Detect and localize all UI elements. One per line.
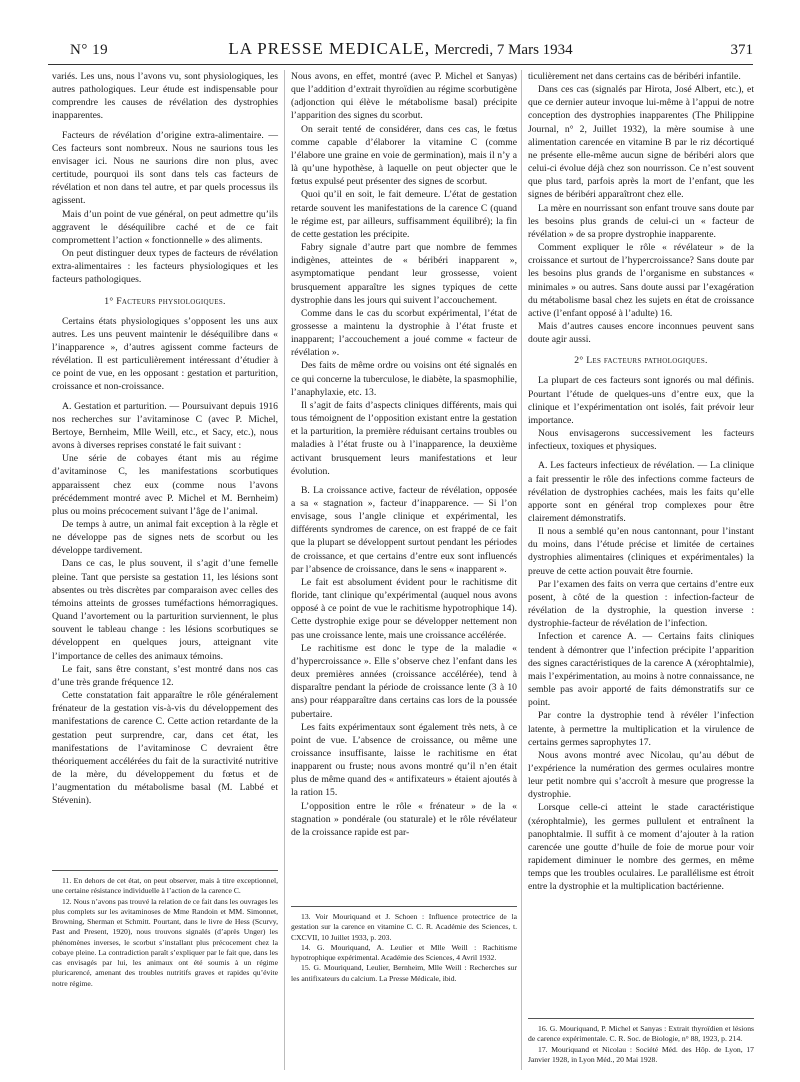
paragraph: On peut distinguer deux types de facteurs de révélation extra-alimentaires : les facteurs physiologiques et les facteurs pathologiques. [52, 248, 278, 286]
paragraph: Le rachitisme est donc le type de la maladie « d’hypercroissance ». Elle s’observe chez l’enfant dans les deux premières années (croissance accélérée), tend à disparaître pendant la période de croissance lente (3 à 10 ans) pour réapparaître dans certains cas lors de la poussée pubertaire. [291, 642, 517, 720]
paragraph: Par l’examen des faits on verra que certains d’entre eux posent, à côté de la question : infection-facteur de révélation de la dystrophie, la question inverse : dystrophie-facteur de révélation de l’infection. [528, 578, 754, 630]
footnote: 15. G. Mouriquand, Leulier, Bernheim, Mlle Weill : Recherches sur les antifixateurs du calcium. La Presse Médicale, ibid. [291, 963, 517, 983]
paragraph: Quoi qu’il en soit, le fait demeure. L’état de gestation retarde souvent les manifestations de la carence C (quand le régime est, par ailleurs, suffisamment équilibré); la fin de cette gestation les précipite. [291, 189, 517, 240]
column-2 [291, 70, 517, 839]
issue-date: Mercredi, 7 Mars 1934 [434, 42, 573, 58]
paragraph: Mais d’un point de vue général, on peut admettre qu’ils aggravent le déséquilibre caché et de ce fait compromettent l’action « fonctionnelle » des aliments. [52, 208, 278, 246]
paragraph: Les faits expérimentaux sont également très nets, à ce point de vue. L’absence de croissance, ou même une croissance insuffisante, laisse le rachitisme en état inapparent ou fruste; nous avons montré qu’il n’en était plus de même quand des « antifixateurs » étaient ajoutés à la ration 15. [291, 721, 517, 799]
page-header [48, 32, 753, 62]
paragraph: Nous envisagerons successivement les facteurs infectieux, toxiques et physiques. [528, 428, 754, 453]
paragraph: Il nous a semblé qu’en nous cantonnant, pour l’instant du moins, dans l’étude précise et limitée de certaines dystrophies alimentaires (cliniques et expérimentales) la preuve de cette action pouvait être fournie. [528, 526, 754, 577]
footnote-rule [528, 1018, 754, 1019]
section-heading: 2° Les facteurs pathologiques. [574, 355, 708, 367]
footnotes-column-2 [291, 912, 517, 984]
paragraph: Dans ces cas (signalés par Hirota, José Albert, etc.), et que ce dernier auteur invoque lui-même à l’appui de notre conception des dystrophies inapparentes (The Philippine Journal, n° 2, Juillet 1932), la mère soumise à une alimentation carencée en vitamine B par le riz décortiqué ne présente elle-même aucun signe de béribéri alors que celui-ci évolue déjà chez son nourrisson. Ce n’est souvent que plus tard, parfois après la mort de l’enfant, que les signes de béribéri apparaîtront chez elle. [528, 84, 754, 201]
paragraph: Facteurs de révélation d’origine extra-alimentaire. — Ces facteurs sont nombreux. Nous ne saurions tous les envisager ici. Nous ne saurions dire non plus, avec certitude, pourquoi ils sont dans tels cas facteurs de révélation et non dans tel autre, et par quels processus ils agissent. [52, 129, 278, 207]
paragraph: Une série de cobayes étant mis au régime d’avitaminose C, les manifestations scorbutiques apparaissent chez eux (comme nous l’avons précédemment montré avec P. Michel et M. Bernheim) plus ou moins précocement suivant l’âge de l’animal. [52, 453, 278, 517]
paragraph: ticulièrement net dans certains cas de béribéri infantile. [528, 71, 741, 82]
paragraph: Comme dans le cas du scorbut expérimental, l’état de grossesse a maintenu la dystrophie à l’état fruste et inapparent; l’accouchement a joué comme « facteur de révélation ». [291, 307, 517, 359]
paragraph: Le fait, sans être constant, s’est montré dans nos cas d’une très grande fréquence 12. [52, 663, 278, 688]
paragraph: Le fait est absolument évident pour le rachitisme dit floride, tant clinique qu’expérimental (auquel nous avons opposé à ce point de vue le rachitisme hypotrophique 14). Cette dystrophie exige pour se développer nettement non pas une croissance lente, mais une croissance accélérée. [291, 576, 517, 641]
paragraph: Il s’agit de faits d’aspects cliniques différents, mais qui tous témoignent de l’opposition existant entre la gestation et la parturition, la première réduisant certains troubles ou maladies à l’état fruste ou à l’inapparence, la deuxième activant brusquement leurs manifestations et leur évolution. [291, 399, 517, 477]
paragraph: Fabry signale d’autre part que nombre de femmes indigènes, atteintes de « béribéri inapparent », asymptomatique pendant leur grossesse, voient brusquement apparaître les signes typiques de cette dystrophie dans les jours qui suivent l’accouchement. [291, 242, 517, 306]
header-rule [48, 64, 753, 65]
section-heading: 1° Facteurs physiologiques. [104, 295, 226, 307]
paragraph: Mais d’autres causes encore inconnues peuvent sans doute agir aussi. [528, 320, 754, 346]
footnote: 11. En dehors de cet état, on peut observer, mais à titre exceptionnel, une certaine résistance individuelle à l’action de la carence C. [52, 876, 278, 896]
paragraph: L’opposition entre le rôle « frénateur » de la « stagnation » pondérale (ou staturale) et le rôle révélateur de la croissance rapide est par- [291, 800, 517, 838]
paragraph: A. Gestation et parturition. — Poursuivant depuis 1916 nos recherches sur l’avitaminose C (avec P. Michel, Bertoye, Bernheim, Mlle Weill, etc., et Sacy, etc.), nous avons à diverses reprises constaté le fait suivant : [52, 400, 278, 452]
paragraph: Nous avons montré avec Nicolau, qu’au début de l’expérience la numération des germes oculaires montre leur petit nombre qui s’accroît à mesure que progresse la dystrophie. [528, 749, 754, 801]
issue-number: N° 19 [70, 42, 109, 58]
paragraph: Nous avons, en effet, montré (avec P. Michel et Sanyas) que l’addition d’extrait thyroïdien au régime scorbutigène (adjonction qui élève le métabolisme basal) précipite l’apparition des signes du scorbut. [291, 71, 517, 122]
paragraph: B. La croissance active, facteur de révélation, opposée a sa « stagnation », facteur d’inapparence. — Si l’on envisage, sous l’angle clinique et expérimental, les différents syndromes de carence, on est frappé de ce fait que la plupart se développent surtout pendant les périodes de croissance, et que certains d’entre eux sont influencés par l’absence de croissance, dans le sens « inapparent ». [291, 484, 517, 575]
journal-masthead [48, 39, 753, 59]
footnote-rule [52, 870, 278, 871]
journal-title: LA PRESSE MEDICALE, [228, 39, 431, 58]
column-separator [284, 70, 285, 1070]
paragraph: Des faits de même ordre ou voisins ont été signalés en ce qui concerne la tuberculose, le diabète, la spasmophilie, l’anaphylaxie, etc. 13. [291, 360, 517, 398]
footnotes-column-3 [528, 1024, 754, 1065]
column-separator [521, 70, 522, 1070]
paragraph: La plupart de ces facteurs sont ignorés ou mal définis. Pourtant l’étude de quelques-uns d’entre eux, que la clinique et l’expérimentation ont isolés, fait prévoir leur importance. [528, 375, 754, 426]
paragraph: Lorsque celle-ci atteint le stade caractéristique (xérophtalmie), les germes pullulent et entraînent la panophtalmie. Il suffit à ce moment d’ajouter à la ration carencée une goutte d’huile de foie de morue pour voir rapidement diminuer le nombre des germes, en même temps que les troubles oculaires. Le parallélisme est étroit entre la dystrophie et la multiplication bactérienne. [528, 802, 754, 893]
footnote: 14. G. Mouriquand, A. Leulier et Mlle Weill : Rachitisme hypotrophique expérimental. Académie des Sciences, 4 Avril 1932. [291, 942, 517, 962]
paragraph: On serait tenté de considérer, dans ces cas, le fœtus comme capable d’élaborer la vitamine C (comme l’élabore une graine en voie de germination), mais il n’y a là qu’une hypothèse, à laquelle on peut objecter que le fœtus expulsé peut présenter des signes de scorbut. [291, 123, 517, 188]
paragraph: variés. Les uns, nous l’avons vu, sont physiologiques, les autres pathologiques. Leur étude est indispensable pour comprendre les causes de révélation des dystrophies inapparentes. [52, 71, 278, 122]
footnote: 13. Voir Mouriquand et J. Schoen : Influence protectrice de la gestation sur la carence en vitamine C. C. R. Académie des Sciences, t. CXCVII, 10 Juillet 1933, p. 203. [291, 912, 517, 942]
paragraph: Comment expliquer le rôle « révélateur » de la croissance et surtout de l’hypercroissance? Sans doute par les besoins plus grands de l’organisme en substances « minimales » ou autres. Sans doute aussi par l’exagération du métabolisme basal chez les sujets en état de croissance active (l’enfant opposé à l’adulte) 16. [528, 242, 754, 319]
footnote-rule [291, 906, 517, 907]
paragraph: Infection et carence A. — Certains faits cliniques tendent à démontrer que l’infection précipite l’apparition des signes caractéristiques de la carence A (xérophtalmie), mais l’expérimentation, au moins à notre connaissance, ne semble pas avoir apporté de faits démonstratifs sur ce point. [528, 631, 754, 709]
paragraph: De temps à autre, un animal fait exception à la règle et ne développe pas de signes nets de scorbut ou les développe tardivement. [52, 519, 278, 557]
footnote: 17. Mouriquand et Nicolau : Société Méd. des Hôp. de Lyon, 17 Janvier 1928, in Lyon Méd., 20 Mai 1928. [528, 1044, 754, 1064]
column-3 [528, 70, 754, 894]
footnote: 16. G. Mouriquand, P. Michel et Sanyas : Extrait thyroïdien et lésions de carence expérimentale. C. R. Soc. de Biologie, n° 88, 1923, p. 214. [528, 1024, 754, 1044]
paragraph: Dans ce cas, le plus souvent, il s’agit d’une femelle pleine. Tant que persiste sa gestation 11, les lésions sont absentes ou très discrètes par comparaison avec celles des témoins atteints de grosses tuméfactions hémorragiques. Quand l’avortement ou la parturition surviennent, le plus souvent le tableau change : les lésions scorbutiques se développent en quelques jours, atteignant vite l’importance de celles des animaux témoins. [52, 558, 278, 662]
paragraph: Certains états physiologiques s’opposent les uns aux autres. Les uns peuvent maintenir le déséquilibre dans « l’inapparence », d’autres agissent comme facteurs de révélation. Il est particulièrement intéressant d’étudier à ce point de vue, en les opposant : gestation et parturition, croissance et non-croissance. [52, 315, 278, 393]
paragraph: La mère en nourrissant son enfant trouve sans doute par les besoins plus grands de celui-ci un « facteur de révélation » de sa propre dystrophie inapparente. [528, 202, 754, 240]
page-number: 371 [730, 42, 753, 58]
paragraph: Par contre la dystrophie tend à révéler l’infection latente, à permettre la multiplication et la virulence de certains germes saprophytes 17. [528, 710, 754, 748]
footnotes-column-1 [52, 876, 278, 989]
paragraph: Cette constatation fait apparaître le rôle généralement frénateur de la gestation vis-à-vis du développement des manifestations de carence C. Cette action retardante de la gestation peut surprendre, car, dans cet état, les manifestations de l’avitaminose C devraient être théoriquement accélérées du fait de la suractivité nutritive de la mère, du développement du fœtus et de l’augmentation du métabolisme basal (M. Labbé et Stévenin). [52, 690, 278, 807]
paragraph: A. Les facteurs infectieux de révélation. — La clinique a fait pressentir le rôle des infections comme facteurs de révélation de dystrophies cachées, mais les faits qu’elle apporte sont en général trop complexes pour être clairement démonstratifs. [528, 460, 754, 524]
footnote: 12. Nous n’avons pas trouvé la relation de ce fait dans les ouvrages les plus complets sur les avitaminoses de Mme Randoin et MM. Simonnet, Browning, Sherman et Schmitt. Pourtant, dans le livre de Hess (Scurvy, Past and Present, 1920), nous trouvons signalés (d’après Unger) les phénomènes inverses, le scorbut s’installant plus précocement chez la cobaye pleine. La contradiction paraît s’expliquer par le fait que, dans les cas envisagés par lui, les animaux ont été soumis à un régime pluricarencé, amenant des troubles nutritifs graves et rapides qu’évite notre régime. [52, 896, 278, 988]
column-1 [52, 70, 278, 807]
